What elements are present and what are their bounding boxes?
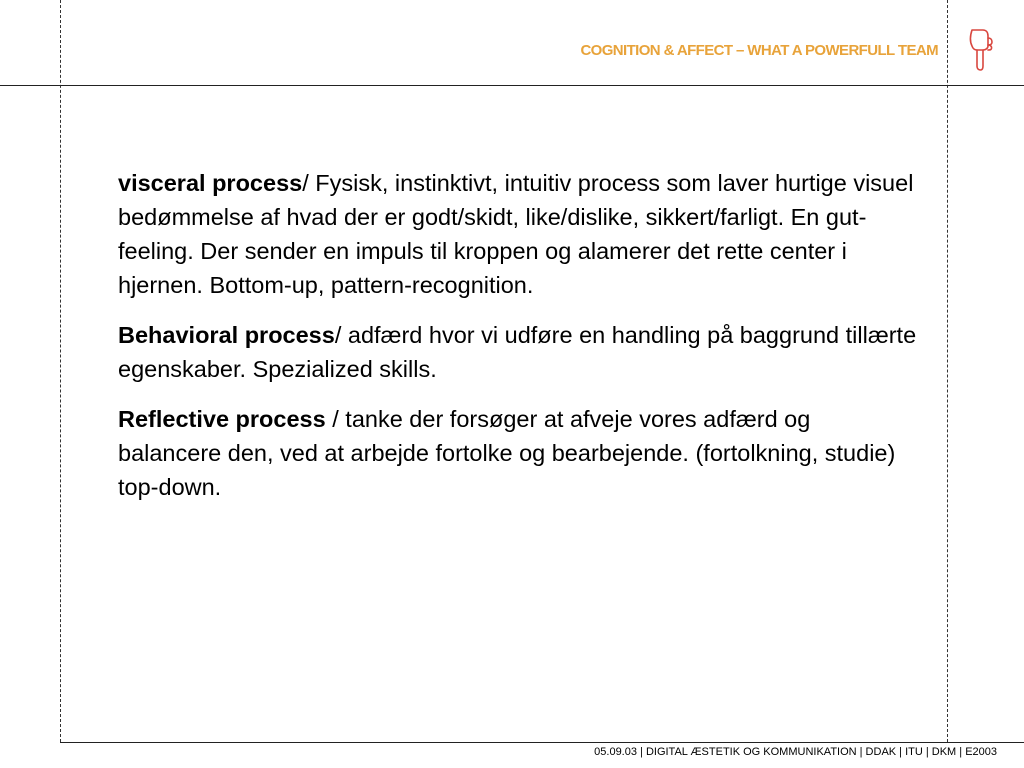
right-margin-guide xyxy=(947,0,948,742)
header-divider xyxy=(0,85,1024,86)
left-margin-guide xyxy=(60,0,61,742)
paragraph-behavioral xyxy=(118,318,918,386)
term-reflective: Reflective process xyxy=(118,406,326,432)
term-behavioral: Behavioral process xyxy=(118,322,335,348)
footer-divider xyxy=(60,742,1024,743)
term-visceral: visceral process xyxy=(118,170,303,196)
definition-visceral: / Fysisk, instinktivt, intuitiv process som laver hurtige visuel bedømmelse af hvad der er godt/skidt, like/dislike, sikkert/farligt. En gut-feeling. Der sender en impuls til kroppen og alamerer det rette center i hjernen. Bottom-up, pattern-recognition. xyxy=(118,170,914,298)
definition-behavioral: / adfærd hvor vi udføre en handling på baggrund tillærte egenskaber. Spezialized skills. xyxy=(118,322,917,382)
slide-title: COGNITION & AFFECT – WHAT A POWERFULL TEAM xyxy=(580,42,938,59)
slide-body xyxy=(118,166,918,520)
paragraph-reflective xyxy=(118,402,918,504)
paragraph-visceral xyxy=(118,166,918,302)
footer-text: 05.09.03 | DIGITAL ÆSTETIK OG KOMMUNIKATION | DDAK | ITU | DKM | E2003 xyxy=(594,746,997,758)
pointing-hand-down-icon xyxy=(966,26,996,72)
definition-reflective: / tanke der forsøger at afveje vores adfærd og balancere den, ved at arbejde fortolke og bearbejende. (fortolkning, studie) top-down. xyxy=(118,406,896,500)
